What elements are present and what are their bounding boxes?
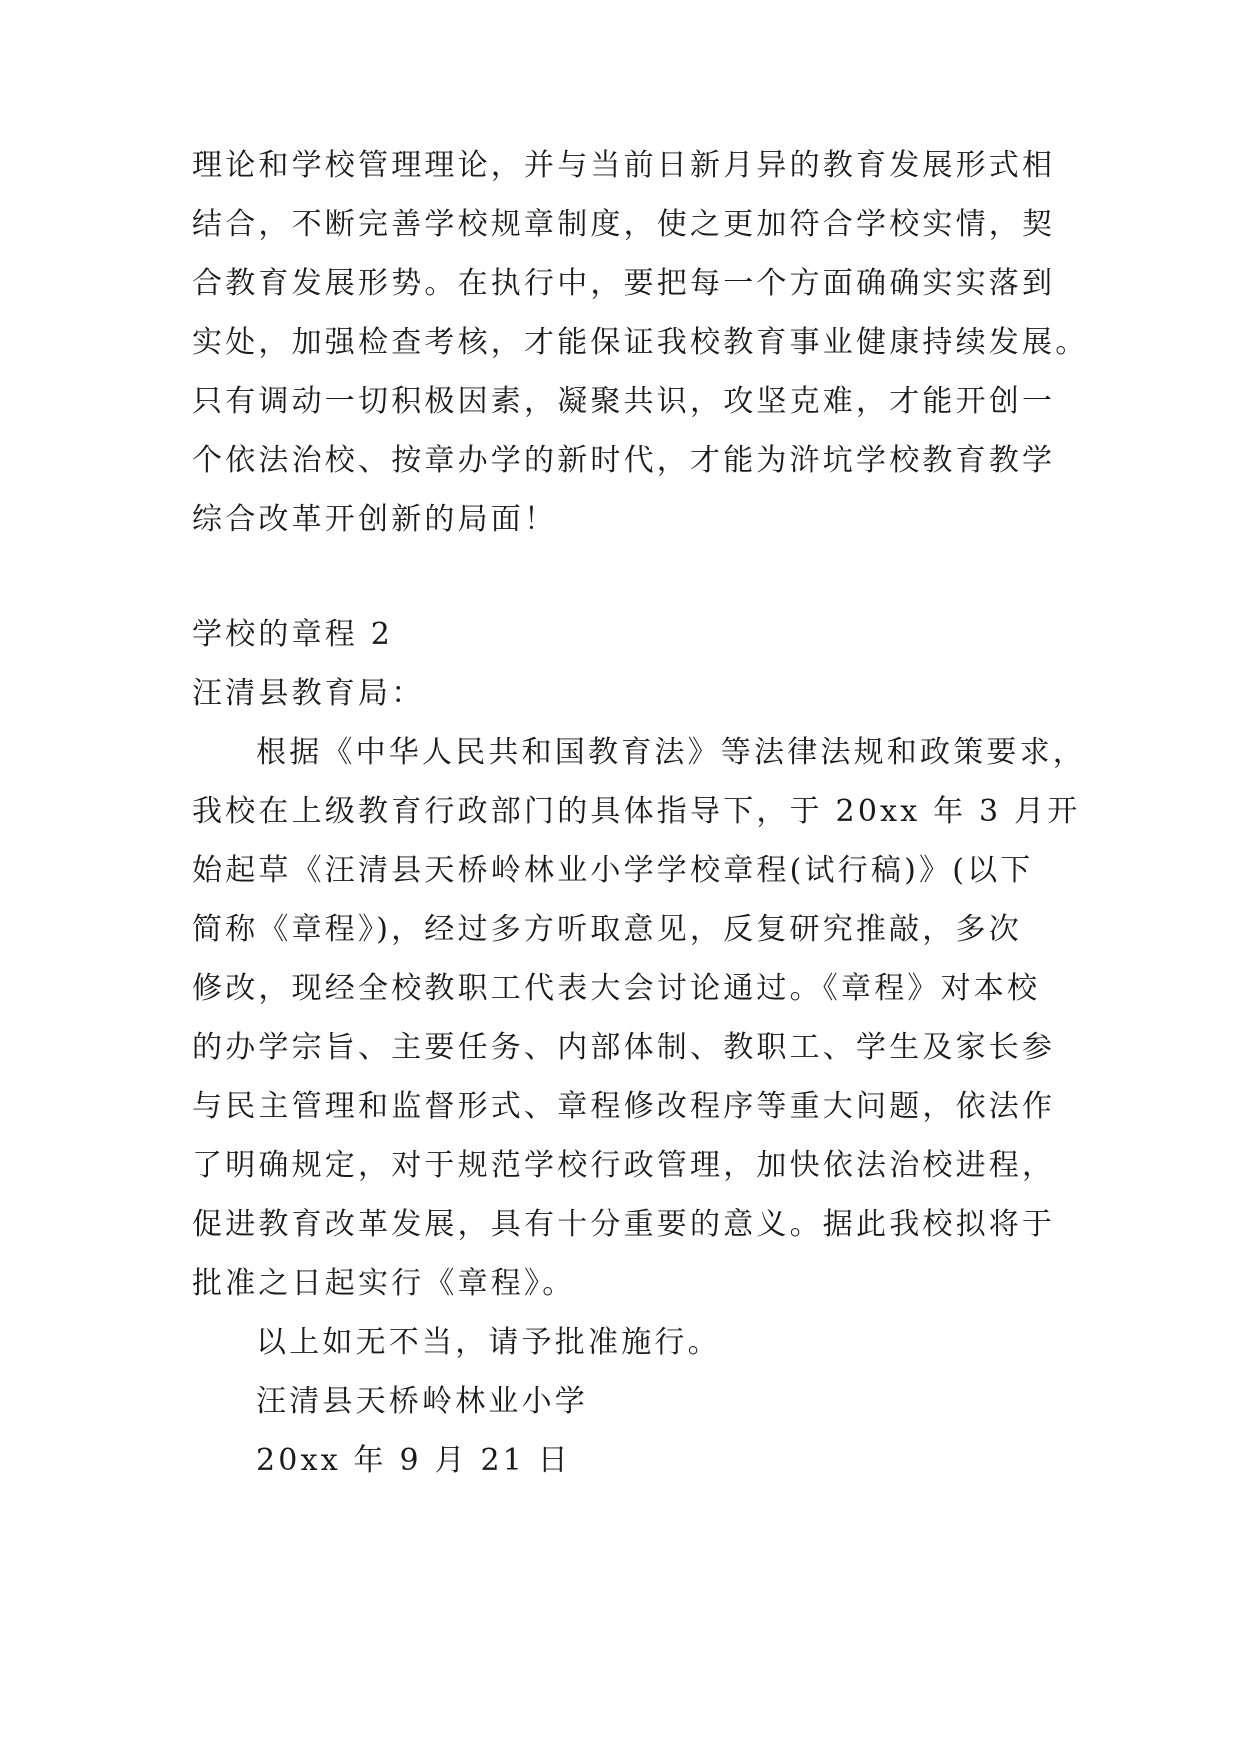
paragraph-line: 根据《中华人民共和国教育法》等法律法规和政策要求， [256, 735, 1086, 770]
section-heading: 学校的章程 2 [192, 617, 394, 652]
paragraph-line: 理论和学校管理理论，并与当前日新月异的教育发展形式相 [192, 148, 1056, 183]
paragraph-line: 与民主管理和监督形式、章程修改程序等重大问题，依法作 [192, 1089, 1056, 1124]
paragraph-line: 简称《章程》)，经过多方听取意见，反复研究推敲，多次 [192, 912, 1022, 947]
signature: 汪清县天桥岭林业小学 [256, 1384, 588, 1419]
date-line: 20xx 年 9 月 21 日 [256, 1443, 571, 1478]
paragraph-line: 修改，现经全校教职工代表大会讨论通过。《章程》对本校 [192, 971, 1041, 1006]
closing-line: 以上如无不当，请予批准施行。 [256, 1325, 721, 1360]
paragraph-line: 只有调动一切积极因素，凝聚共识，攻坚克难，才能开创一 [192, 384, 1056, 419]
paragraph-line: 结合，不断完善学校规章制度，使之更加符合学校实情，契 [192, 207, 1056, 242]
paragraph-line: 了明确规定，对于规范学校行政管理，加快依法治校进程， [192, 1148, 1056, 1183]
paragraph-line: 合教育发展形势。在执行中，要把每一个方面确确实实落到 [192, 266, 1056, 301]
paragraph-line: 我校在上级教育行政部门的具体指导下，于 20xx 年 3 月开 [192, 794, 1081, 829]
paragraph-line: 的办学宗旨、主要任务、内部体制、教职工、学生及家长参 [192, 1030, 1056, 1065]
paragraph-line: 始起草《汪清县天桥岭林业小学学校章程(试行稿)》(以下 [192, 853, 1034, 888]
paragraph-line: 促进教育改革发展，具有十分重要的意义。据此我校拟将于 [192, 1207, 1056, 1242]
salutation: 汪清县教育局： [192, 676, 425, 711]
paragraph-line: 综合改革开创新的局面！ [192, 502, 558, 537]
paragraph-line: 实处，加强检查考核，才能保证我校教育事业健康持续发展。 [192, 325, 1089, 360]
paragraph-line: 个依法治校、按章办学的新时代，才能为浒坑学校教育教学 [192, 443, 1056, 478]
paragraph-line: 批准之日起实行《章程》。 [192, 1266, 576, 1301]
